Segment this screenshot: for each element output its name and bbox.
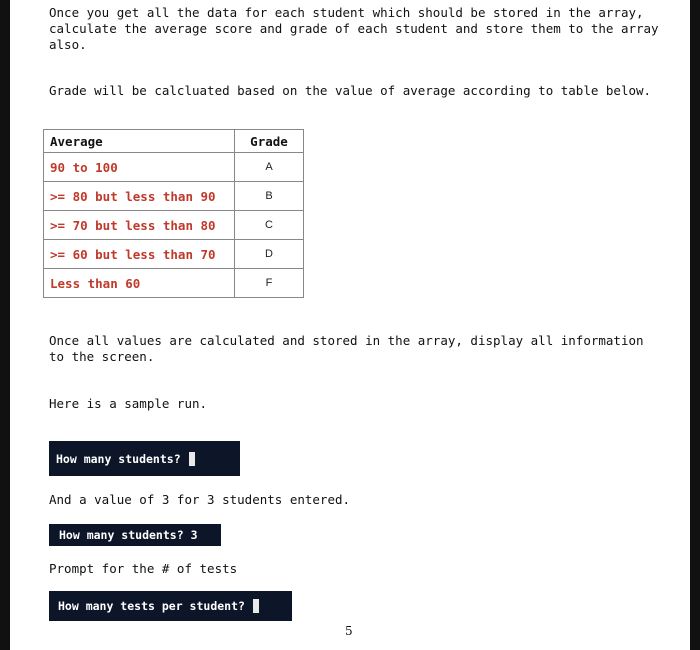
terminal-prompt: How many tests per student? bbox=[58, 599, 245, 613]
grade-cell: C bbox=[235, 211, 304, 240]
cursor-icon bbox=[189, 452, 195, 466]
table-row bbox=[44, 211, 304, 240]
table-row bbox=[44, 153, 304, 182]
cursor-icon bbox=[253, 599, 259, 613]
terminal-sample-students bbox=[49, 441, 240, 476]
table-row bbox=[44, 240, 304, 269]
average-cell: >= 80 but less than 90 bbox=[44, 182, 235, 211]
page-number: 5 bbox=[345, 624, 353, 638]
entered-value-paragraph: And a value of 3 for 3 students entered. bbox=[49, 492, 351, 507]
display-paragraph: Once all values are calculated and stored in the array, display all information to the screen. bbox=[49, 333, 644, 364]
terminal-prompt: How many students? bbox=[56, 451, 181, 466]
table-row bbox=[44, 269, 304, 298]
terminal-tests-per-student bbox=[49, 591, 292, 621]
terminal-prompt: How many students? bbox=[59, 528, 184, 542]
table-row bbox=[44, 182, 304, 211]
average-cell: >= 60 but less than 70 bbox=[44, 240, 235, 269]
header-average: Average bbox=[44, 130, 235, 153]
grade-cell: F bbox=[235, 269, 304, 298]
document-page bbox=[10, 0, 690, 650]
terminal-input-value: 3 bbox=[190, 528, 198, 542]
table-header-row bbox=[44, 130, 304, 153]
grade-cell: B bbox=[235, 182, 304, 211]
intro-paragraph: Once you get all the data for each student which should be stored in the array, calculate the average score and grade of each student and store them to the array also. bbox=[49, 5, 659, 52]
grade-explanation: Grade will be calcluated based on the value of average according to table below. bbox=[49, 83, 652, 98]
sample-run-label: Here is a sample run. bbox=[49, 396, 208, 411]
average-cell: Less than 60 bbox=[44, 269, 235, 298]
average-cell: 90 to 100 bbox=[44, 153, 235, 182]
grade-cell: A bbox=[235, 153, 304, 182]
grade-cell: D bbox=[235, 240, 304, 269]
average-cell: >= 70 but less than 80 bbox=[44, 211, 235, 240]
terminal-students-entered bbox=[49, 524, 221, 546]
header-grade: Grade bbox=[235, 130, 304, 153]
tests-prompt-paragraph: Prompt for the # of tests bbox=[49, 561, 238, 576]
grade-table bbox=[43, 129, 304, 298]
